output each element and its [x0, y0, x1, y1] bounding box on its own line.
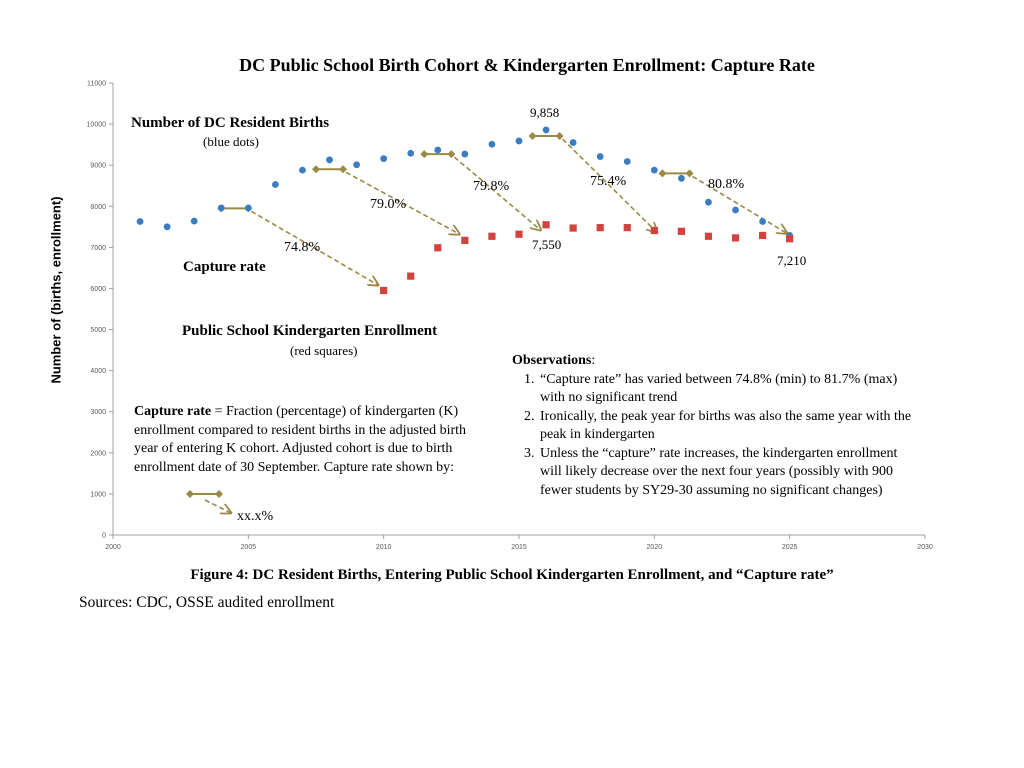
capture-marker-4-diamond: [529, 132, 537, 140]
y-axis-label: Number of (births, enrollment): [48, 196, 64, 384]
y-tick-label: 11000: [87, 80, 106, 88]
capture-label-4: 75.4%: [590, 174, 627, 189]
birth-point: [570, 139, 577, 146]
chart-title: DC Public School Birth Cohort & Kindergarten Enrollment: Capture Rate: [239, 55, 815, 75]
enrollment-point: [705, 233, 712, 240]
peak-enrollment-label: 7,550: [532, 237, 562, 252]
birth-point: [272, 181, 279, 188]
births-legend-title: Number of DC Resident Births: [131, 115, 330, 131]
peak-births-label: 9,858: [530, 105, 560, 120]
y-tick-label: 7000: [90, 244, 106, 252]
x-tick-label: 2020: [646, 544, 663, 551]
y-tick-label: 0: [102, 532, 106, 540]
y-tick-label: 5000: [90, 327, 106, 335]
capture-key-diamond: [186, 490, 194, 498]
birth-point: [164, 223, 171, 230]
capture-key-diamond: [215, 490, 223, 498]
figure-caption: Figure 4: DC Resident Births, Entering Public School Kindergarten Enrollment, and “Capture rate”: [190, 567, 834, 583]
capture-rate-text: = Fraction (percentage) of kindergarten (K) enrollment compared to resident births in the adjusted birth year of entering K cohort. Adjusted cohort is due to birth enrollment date of 30 September. Capture rate shown by:: [134, 404, 467, 475]
latest-enrollment-label: 7,210: [777, 253, 807, 268]
enrollment-point: [515, 231, 522, 238]
birth-point: [353, 161, 360, 168]
capture-rate-term: Capture rate: [134, 404, 212, 419]
birth-point: [137, 218, 144, 225]
birth-point: [218, 205, 225, 212]
enrollment-legend-sub: (red squares): [290, 343, 358, 358]
capture-rate-legend: Capture rate: [183, 259, 266, 275]
enrollment-point: [624, 224, 631, 231]
observations-box: [512, 352, 912, 500]
capture-label-3: 79.8%: [473, 179, 510, 194]
birth-point: [380, 155, 387, 162]
birth-point: [624, 158, 631, 165]
observation-item: 1. “Capture rate” has varied between 74.8% (min) to 81.7% (max) with no significant trend: [538, 371, 912, 408]
birth-point: [489, 141, 496, 148]
birth-point: [651, 167, 658, 174]
enrollment-point: [380, 287, 387, 294]
capture-label-2: 79.0%: [370, 197, 407, 212]
capture-key-arrow: [205, 500, 231, 513]
birth-point: [245, 205, 252, 212]
capture-marker-3-diamond: [447, 150, 455, 158]
y-tick-label: 3000: [90, 409, 106, 417]
y-tick-label: 8000: [90, 203, 106, 211]
y-tick-label: 1000: [90, 491, 106, 499]
birth-point: [434, 147, 441, 154]
enrollment-point: [461, 237, 468, 244]
x-tick-label: 2010: [375, 544, 392, 551]
observations-heading: Observations: [512, 353, 592, 368]
capture-marker-3-diamond: [420, 150, 428, 158]
birth-point: [326, 156, 333, 163]
enrollment-point: [597, 224, 604, 231]
birth-point: [407, 150, 414, 157]
y-tick-label: 4000: [90, 368, 106, 376]
birth-point: [516, 138, 523, 145]
birth-point: [191, 218, 198, 225]
x-tick-label: 2005: [240, 544, 257, 551]
birth-point: [461, 151, 468, 158]
x-tick-label: 2015: [511, 544, 527, 551]
sources-note: Sources: CDC, OSSE audited enrollment: [79, 594, 335, 611]
capture-marker-5-diamond: [686, 169, 694, 177]
birth-point: [597, 153, 604, 160]
enrollment-point: [786, 235, 793, 242]
y-tick-label: 2000: [90, 450, 106, 458]
enrollment-point: [542, 221, 549, 228]
enrollment-point: [732, 234, 739, 241]
capture-marker-2-diamond: [339, 165, 347, 173]
birth-point: [759, 218, 766, 225]
observation-item: 2. Ironically, the peak year for births was also the same year with the peak in kindergarten: [538, 408, 912, 445]
enrollment-point: [488, 233, 495, 240]
birth-point: [543, 127, 550, 134]
births-legend-sub: (blue dots): [203, 134, 259, 149]
enrollment-point: [759, 232, 766, 239]
x-tick-label: 2000: [105, 544, 121, 551]
x-tick-label: 2025: [781, 544, 798, 551]
capture-label-1: 74.8%: [284, 240, 321, 255]
enrollment-point: [570, 224, 577, 231]
birth-point: [705, 199, 712, 206]
birth-point: [732, 207, 739, 214]
y-tick-label: 10000: [86, 121, 106, 129]
enrollment-point: [678, 228, 685, 235]
capture-marker-4-diamond: [556, 132, 564, 140]
y-tick-label: 6000: [90, 285, 106, 293]
birth-point: [299, 167, 306, 174]
enrollment-point: [434, 244, 441, 251]
capture-marker-2-diamond: [312, 165, 320, 173]
x-tick-label: 2030: [917, 544, 933, 551]
capture-example-label: xx.x%: [237, 509, 274, 524]
enrollment-point: [651, 227, 658, 234]
enrollment-point: [407, 273, 414, 280]
enrollment-legend-title: Public School Kindergarten Enrollment: [182, 323, 438, 339]
observation-item: 3. Unless the “capture” rate increases, the kindergarten enrollment will likely decrease over the next four years (possibly with 900 fewer students by SY29-30 assuming no significant changes): [538, 445, 912, 501]
capture-rate-definition: [134, 403, 479, 477]
observations-list: [512, 371, 912, 501]
capture-label-5: 80.8%: [708, 177, 745, 192]
observations-colon: :: [591, 353, 596, 368]
capture-marker-5-diamond: [658, 169, 666, 177]
birth-point: [678, 175, 685, 182]
y-tick-label: 9000: [90, 162, 106, 170]
